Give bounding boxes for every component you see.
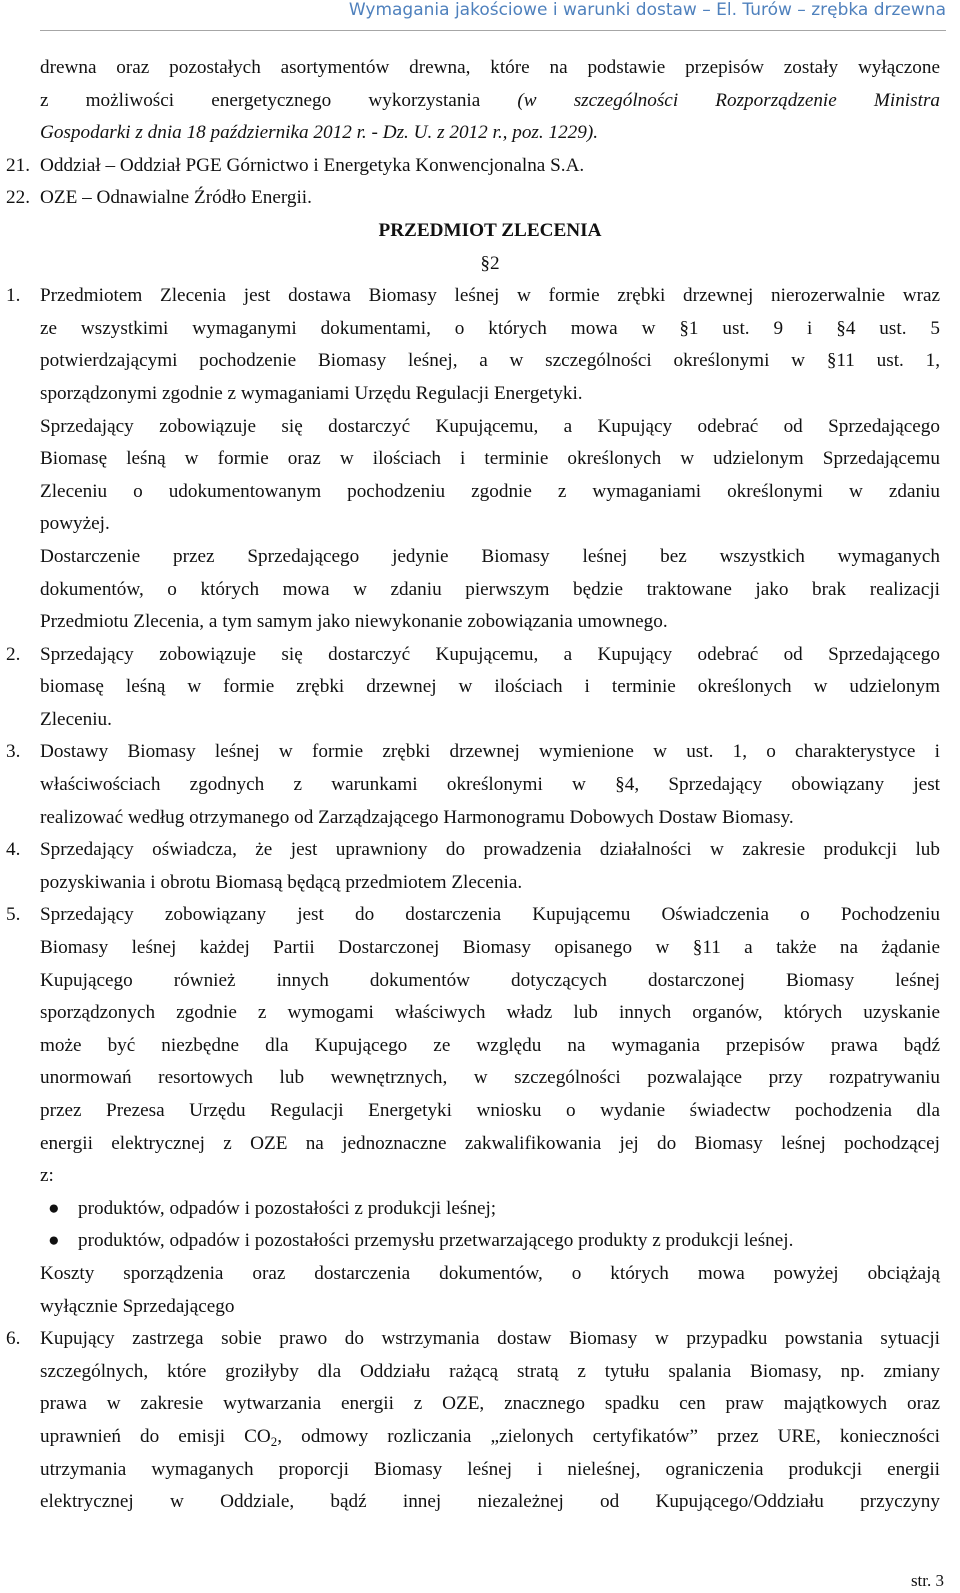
definition-text: Oddział – Oddział PGE Górnictwo i Energetyka Konwencjonalna S.A.: [40, 154, 585, 176]
paragraph-line: Sprzedający zobowiązuje się dostarczyć Kupującemu, a Kupujący odebrać od Sprzedającego: [40, 415, 940, 437]
definition-text: OZE – Odnawialne Źródło Energii.: [40, 187, 312, 209]
co2-subscript: 2: [270, 1433, 278, 1449]
paragraph-line: właściwościach zgodnych z warunkami określonymi w §4, Sprzedający obowiązany jest: [40, 774, 940, 796]
paragraph-line: Sprzedający oświadcza, że jest uprawniony do prowadzenia działalności w zakresie produkcji lub: [40, 839, 940, 861]
intro-line-2-text: z możliwości energetycznego wykorzystania: [40, 89, 518, 111]
paragraph-number: 5.: [6, 904, 21, 926]
page-number: str. 3: [910, 1571, 944, 1590]
paragraph-line: Koszty sporządzenia oraz dostarczenia dokumentów, o których mowa powyżej obciążają: [40, 1262, 940, 1284]
paragraph-number: 1.: [6, 285, 21, 307]
intro-line-3: [40, 117, 940, 150]
paragraph-line: szczególnych, które groziłyby dla Oddziału rażącą stratą z tytułu spalania Biomasy, np. zmiany: [40, 1360, 940, 1382]
paragraph-line: utrzymania wymaganych proporcji Biomasy leśnej i nieleśnej, ograniczenia produkcji energii: [40, 1458, 940, 1480]
paragraph-line: Zleceniu o udokumentowanym pochodzeniu zgodnie z wymaganiami określonymi w zdaniu: [40, 480, 940, 502]
co2-text-end: , odmowy rozliczania „zielonych certyfikatów” przez URE, konieczności: [277, 1425, 940, 1447]
paragraph-number: 6.: [6, 1328, 21, 1350]
paragraph-5: [6, 899, 940, 1323]
paragraph-line: realizować według otrzymanego od Zarządzającego Harmonogramu Dobowych Dostaw Biomasy.: [40, 806, 794, 828]
paragraph-line: Zleceniu.: [40, 708, 112, 730]
header-divider: [40, 30, 946, 31]
paragraph-1: [6, 280, 940, 639]
intro-line-2: [40, 85, 940, 118]
paragraph-line: potwierdzającymi pochodzenie Biomasy leśnej, a w szczególności określonymi w §11 ust. 1,: [40, 350, 940, 372]
paragraph-3: [6, 736, 940, 834]
paragraph-6: [6, 1323, 940, 1519]
paragraph-number: 2.: [6, 643, 21, 665]
paragraph-line: przez Prezesa Urzędu Regulacji Energetyki wniosku o wydanie świadectw pochodzenia dla: [40, 1100, 940, 1121]
section-paragraph-mark: §2: [480, 252, 500, 274]
paragraph-line: Przedmiotu Zlecenia, a tym samym jako niewykonanie zobowiązania umownego.: [40, 611, 668, 633]
bullet-text: produktów, odpadów i pozostałości przemysłu przetwarzającego produkty z produkcji leśnej.: [78, 1230, 794, 1252]
intro-line-2-italic: (w szczególności Rozporządzenie Ministra: [517, 89, 940, 111]
paragraph-line: sporządzonymi zgodnie z wymaganiami Urzędu Regulacji Energetyki.: [40, 382, 583, 404]
paragraph-number: 4.: [6, 839, 21, 861]
paragraph-2: [6, 639, 940, 737]
paragraph-line: Dostawy Biomasy leśnej w formie zrębki drzewnej wymienione w ust. 1, o charakterystyce i: [40, 741, 940, 763]
bullet-dot-icon: ●: [48, 1230, 60, 1252]
intro-line-1: drewna oraz pozostałych asortymentów drewna, które na podstawie przepisów zostały wyłączone: [40, 57, 940, 78]
paragraph-line: może być niezbędne dla Kupującego ze względu na wymagania przepisów prawa bądź: [40, 1034, 940, 1056]
paragraph-line: elektrycznej w Oddziale, bądź innej niezależnej od Kupującego/Oddziału przyczyny: [40, 1491, 940, 1513]
definition-number: 21.: [6, 154, 30, 176]
section-title: PRZEDMIOT ZLECENIA: [378, 219, 602, 241]
bullet-item: [40, 1193, 940, 1226]
bullet-item: [40, 1225, 940, 1258]
paragraph-line: powyżej.: [40, 513, 110, 535]
intro-line-3-italic: Gospodarki z dnia 18 października 2012 r. - Dz. U. z 2012 r., poz. 1229).: [40, 122, 599, 144]
paragraph-line: pozyskiwania i obrotu Biomasą będącą przedmiotem Zlecenia.: [40, 871, 523, 893]
paragraph-number: 3.: [6, 741, 21, 763]
paragraph-line: Biomasę leśną w formie oraz w ilościach i terminie określonych w udzielonym Sprzedającemu: [40, 448, 940, 470]
paragraph-line: z:: [40, 1165, 54, 1187]
paragraph-line: Kupujący zastrzega sobie prawo do wstrzymania dostaw Biomasy w przypadku powstania sytuacji: [40, 1328, 940, 1350]
definition-21: [6, 150, 940, 183]
definition-number: 22.: [6, 187, 30, 209]
paragraph-line: Biomasy leśnej każdej Partii Dostarczonej Biomasy opisanego w §11 a także na żądanie: [40, 937, 940, 959]
paragraph-line: ze wszystkimi wymaganymi dokumentami, o których mowa w §1 ust. 9 i §4 ust. 5: [40, 317, 940, 339]
co2-text-start: uprawnień do emisji CO: [40, 1425, 271, 1447]
paragraph-line: sporządzonych zgodnie z wymogami właściwych władz lub innych organów, których uzyskanie: [40, 1002, 940, 1024]
paragraph-line: Przedmiotem Zlecenia jest dostawa Biomasy leśnej w formie zrębki drzewnej nierozerwalnie wraz: [40, 285, 940, 307]
bullet-text: produktów, odpadów i pozostałości z produkcji leśnej;: [78, 1197, 497, 1219]
paragraph-line: prawa w zakresie wytwarzania energii z OZE, znacznego spadku cen praw majątkowych oraz: [40, 1393, 940, 1415]
document-header-title: Wymagania jakościowe i warunki dostaw – El. Turów – zrębka drzewna: [348, 0, 946, 20]
paragraph-line: Sprzedający zobowiązuje się dostarczyć Kupującemu, a Kupujący odebrać od Sprzedającego: [40, 643, 940, 665]
paragraph-line: wyłącznie Sprzedającego: [40, 1295, 235, 1317]
paragraph-line: biomasę leśną w formie zrębki drzewnej w ilościach i terminie określonych w udzielonym: [40, 676, 940, 698]
paragraph-line: Kupującego również innych dokumentów dotyczących dostarczonej Biomasy leśnej: [40, 969, 940, 991]
paragraph-line: [40, 1421, 940, 1454]
paragraph-line: Dostarczenie przez Sprzedającego jedynie Biomasy leśnej bez wszystkich wymaganych: [40, 545, 940, 567]
paragraph-line: dokumentów, o których mowa w zdaniu pierwszym będzie traktowane jako brak realizacji: [40, 578, 940, 600]
document-body: [6, 52, 940, 1519]
paragraph-line: Sprzedający zobowiązany jest do dostarczenia Kupującemu Oświadczenia o Pochodzeniu: [40, 904, 940, 926]
paragraph-4: [6, 834, 940, 899]
definition-22: [6, 182, 940, 215]
paragraph-line: unormowań resortowych lub wewnętrznych, w szczególności pozwalające przy rozpatrywaniu: [40, 1067, 940, 1089]
paragraph-line: energii elektrycznej z OZE na jednoznaczne zakwalifikowania jej do Biomasy leśnej pochodzącej: [40, 1132, 940, 1154]
bullet-dot-icon: ●: [48, 1197, 60, 1219]
